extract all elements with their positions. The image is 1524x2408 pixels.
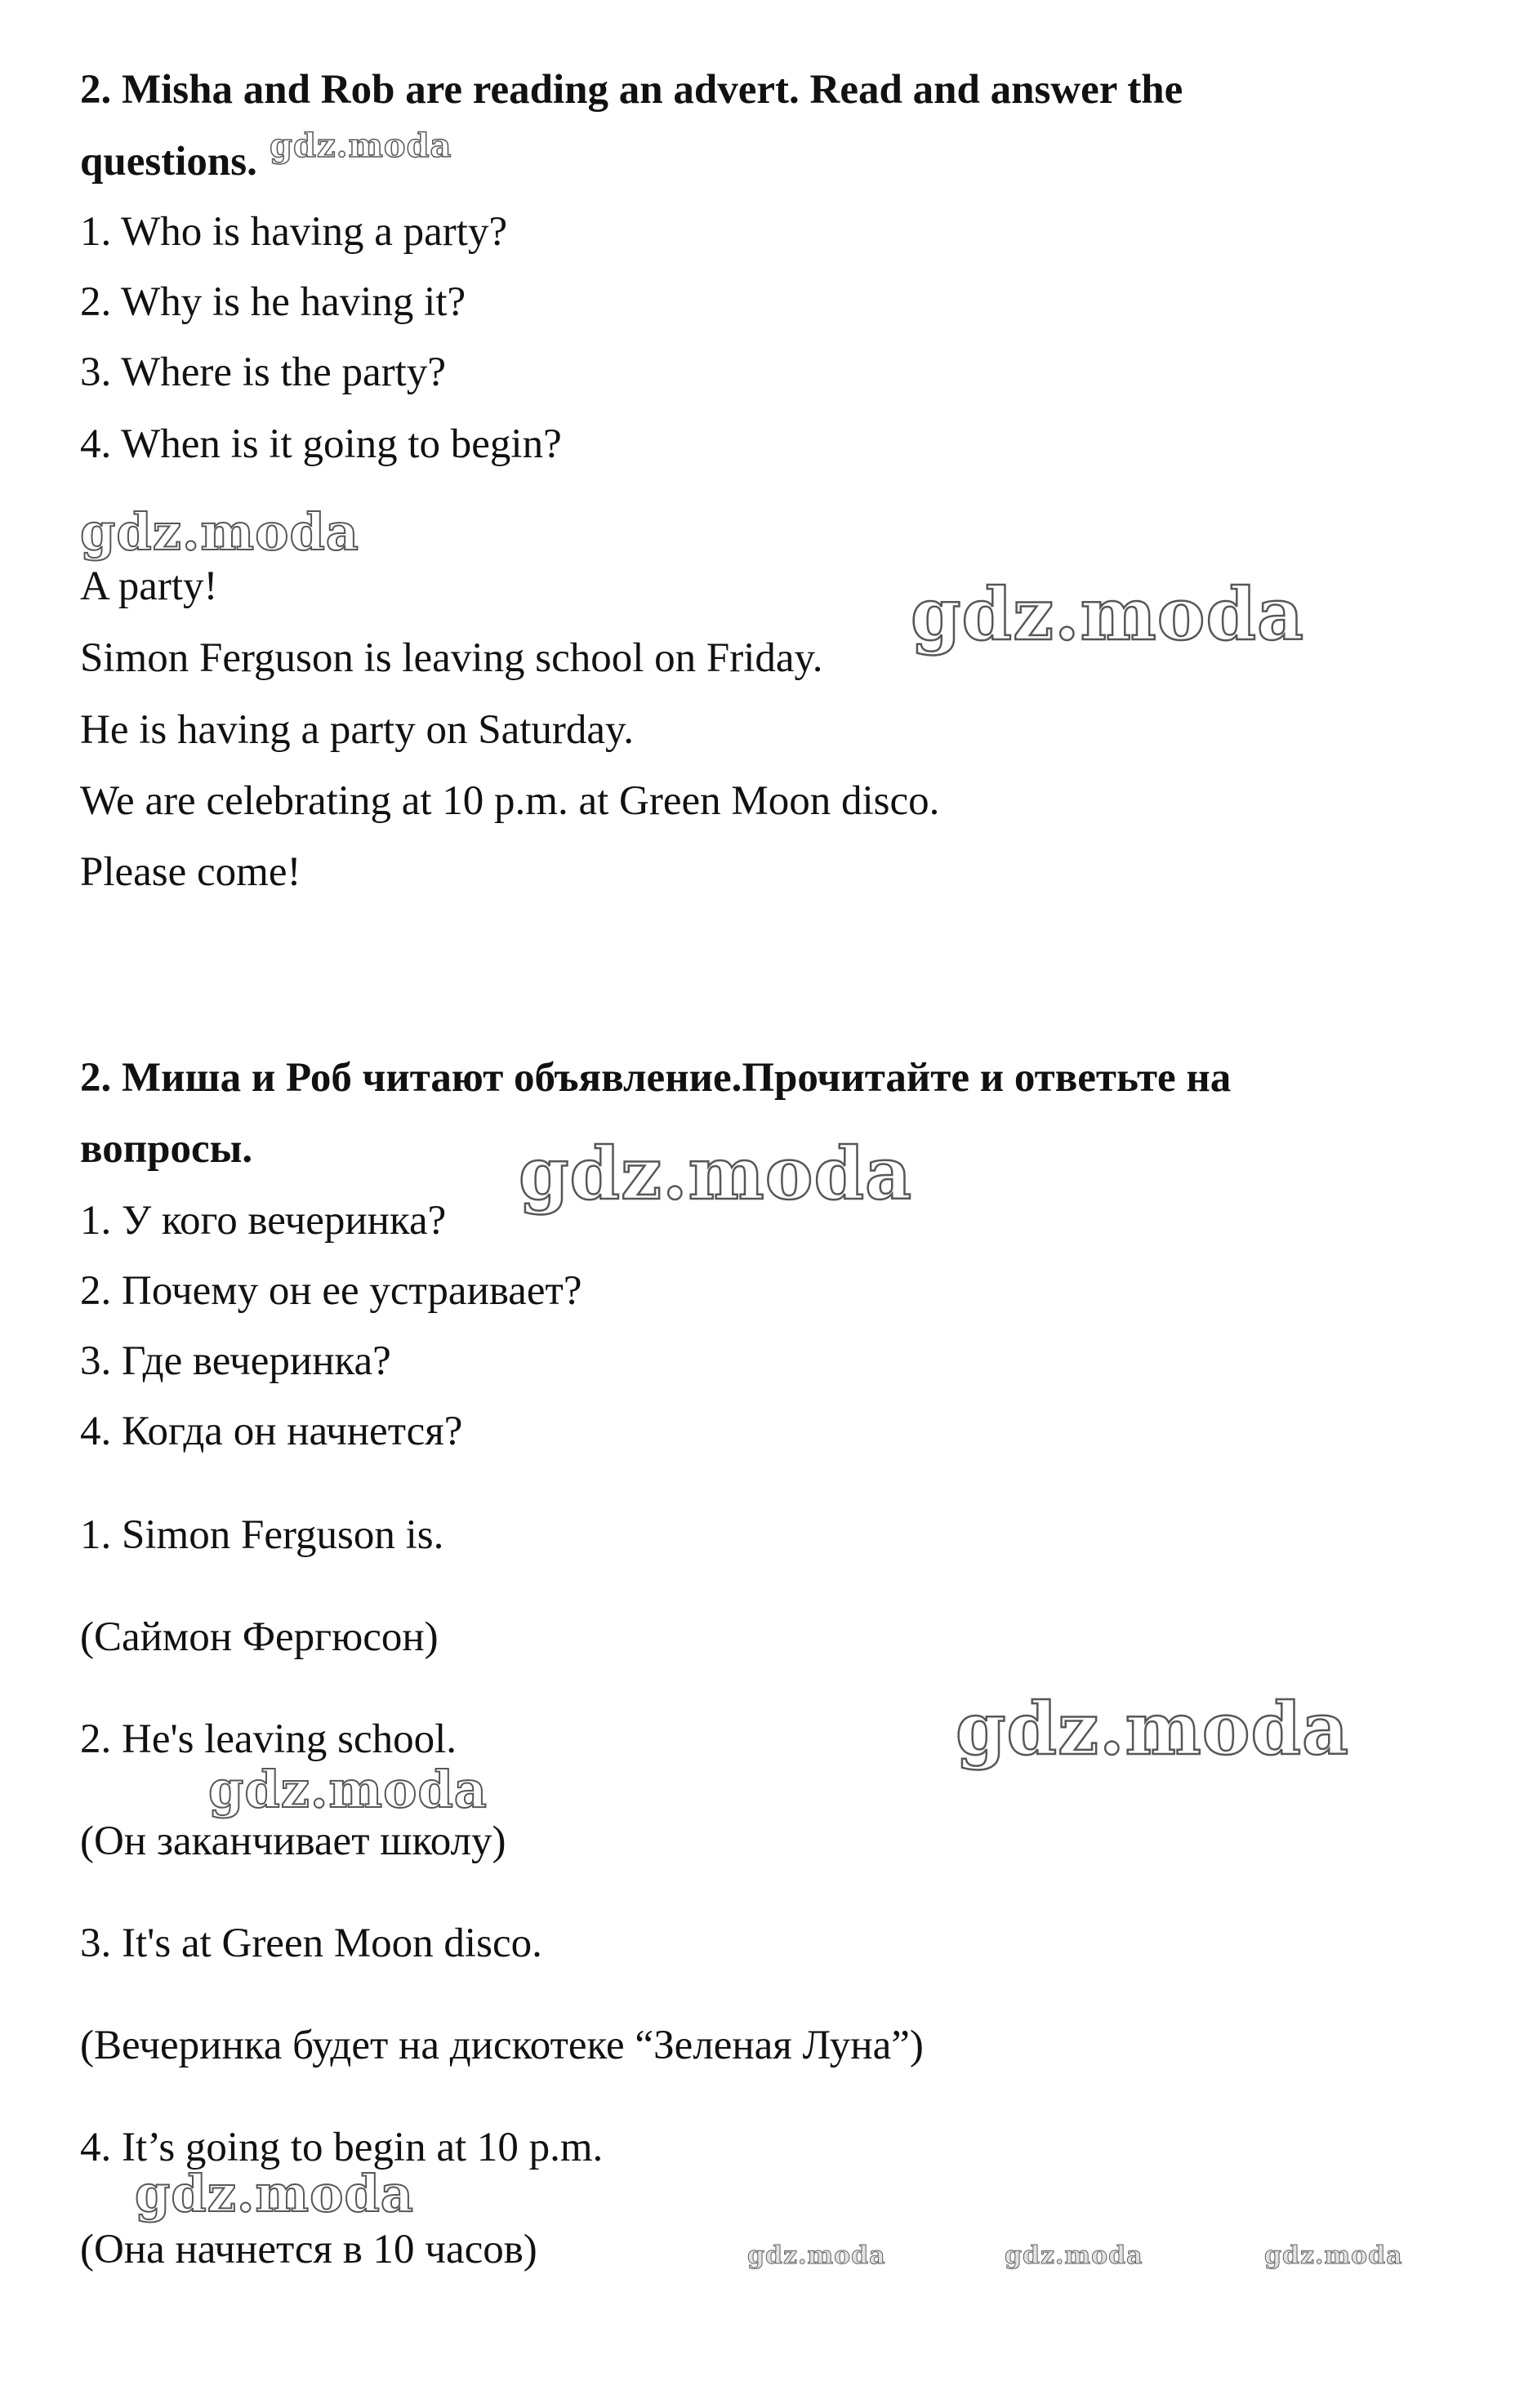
watermark: gdz.moda [208,1760,488,1819]
advert-line-5: Please come! [80,849,301,895]
answer-ru-3: (Вечеринка будет на дискотеке “Зеленая Луна”) [80,2023,924,2068]
question-ru-1: 1. У кого вечеринка? [80,1198,447,1244]
watermark: gdz.moda [1005,2241,1143,2270]
watermark: gdz.moda [519,1131,913,1216]
question-ru-4: 4. Когда он начнется? [80,1409,463,1454]
answer-ru-1: (Саймон Фергюсон) [80,1614,439,1660]
watermark: gdz.moda [911,572,1305,657]
question-en-4: 4. When is it going to begin? [80,421,562,467]
watermark: gdz.moda [80,502,359,562]
advert-line-4: We are celebrating at 10 p.m. at Green Moon disco. [80,778,940,824]
question-en-3: 3. Where is the party? [80,349,446,395]
question-en-1: 1. Who is having a party? [80,209,508,255]
advert-line-1: A party! [80,563,218,609]
task-title-en-line2: questions. [80,139,257,185]
watermark: gdz.moda [1264,2241,1403,2270]
watermark: gdz.moda [747,2241,886,2270]
answer-en-4: 4. It’s going to begin at 10 p.m. [80,2125,604,2170]
answer-en-1: 1. Simon Ferguson is. [80,1512,444,1558]
answer-en-3: 3. It's at Green Moon disco. [80,1921,542,1966]
question-ru-3: 3. Где вечеринка? [80,1338,391,1384]
answer-ru-4: (Она начнется в 10 часов) [80,2227,537,2272]
watermark: gdz.moda [135,2164,414,2223]
answer-en-2: 2. He's leaving school. [80,1716,457,1762]
advert-line-3: He is having a party on Saturday. [80,707,634,753]
answer-ru-2: (Он заканчивает школу) [80,1818,506,1864]
advert-line-2: Simon Ferguson is leaving school on Friday. [80,635,823,681]
task-title-ru-line1: 2. Миша и Роб читают объявление.Прочитайте и ответьте на [80,1055,1232,1101]
task-title-en-line1: 2. Misha and Rob are reading an advert. Read and answer the [80,67,1183,113]
watermark: gdz.moda [270,127,452,165]
task-title-ru-line2: вопросы. [80,1126,253,1172]
watermark: gdz.moda [956,1686,1350,1771]
question-en-2: 2. Why is he having it? [80,279,466,325]
question-ru-2: 2. Почему он ее устраивает? [80,1268,582,1314]
